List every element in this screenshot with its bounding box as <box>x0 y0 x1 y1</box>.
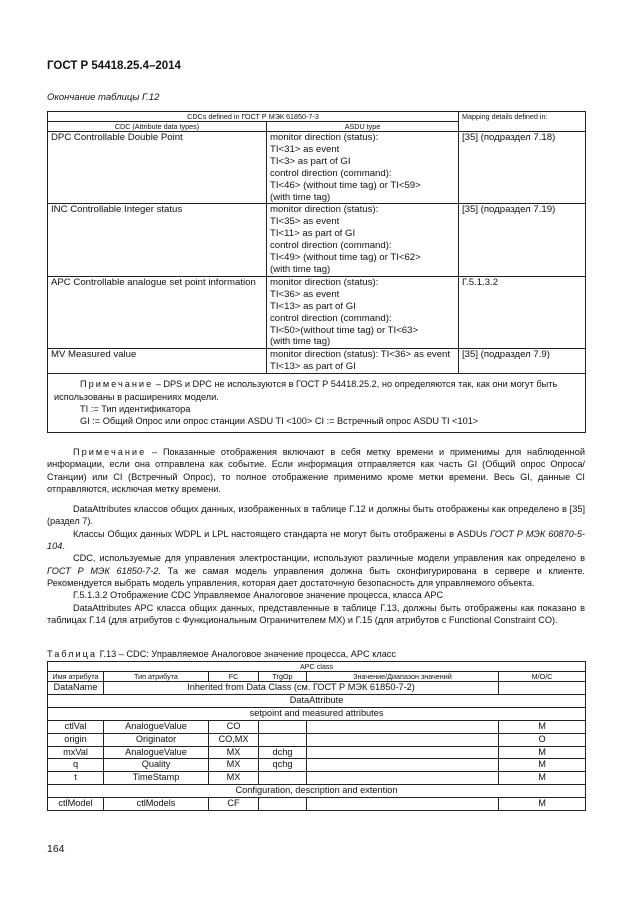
attribute-trgop <box>259 733 307 746</box>
attribute-fc: CF <box>209 798 259 811</box>
asdu-line: control direction (command): <box>270 167 392 179</box>
caption-text: Г.13 – CDC: Управляемое Аналоговое значение процесса, APC класс <box>97 649 396 659</box>
body-text <box>47 446 585 626</box>
attribute-range <box>307 759 499 772</box>
attribute-fc: MX <box>209 772 259 785</box>
document-header: ГОСТ Р 54418.25.4–2014 <box>47 60 181 72</box>
cdc-cell: MV Measured value <box>48 349 267 374</box>
asdu-line: TI<11> as part of GI <box>270 228 356 240</box>
header-mapping-details: Mapping details defined in: <box>459 112 586 132</box>
standard-reference: ГОСТ Р МЭК 60870-5-104 <box>47 528 585 552</box>
attribute-type: TimeStamp <box>104 772 209 785</box>
attribute-type: AnalogueValue <box>104 720 209 733</box>
asdu-line: TI<3> as part of GI <box>270 155 351 167</box>
attribute-fc: MX <box>209 759 259 772</box>
empty-cell <box>499 682 586 695</box>
paragraph <box>47 528 585 553</box>
standard-reference: ГОСТ Р МЭК 61850-7-2 <box>47 565 159 576</box>
apc-class-table <box>47 661 586 811</box>
table-row <box>48 720 586 733</box>
attribute-name: ctlVal <box>48 720 104 733</box>
table-row <box>48 772 586 785</box>
body-note <box>47 446 585 495</box>
section-row: setpoint and measured attributes <box>48 707 586 720</box>
header-cdc-attribute-types: CDC (Attribute data types) <box>48 122 267 132</box>
table-row <box>48 746 586 759</box>
asdu-line: TI<13> as part of GI <box>270 300 356 312</box>
section-row: DataAttribute <box>48 694 586 707</box>
page-number: 164 <box>47 843 65 855</box>
attribute-moc: M <box>499 746 586 759</box>
paragraph: DataAttributes классов общих данных, изображенных в таблице Г.12 и должны быть отображены как определено в [35] (раздел 7). <box>47 504 585 527</box>
asdu-line: monitor direction (status): <box>270 204 379 216</box>
attribute-moc: M <box>499 759 586 772</box>
asdu-cell <box>267 349 459 374</box>
table-row <box>48 759 586 772</box>
note-line: GI := Общий Опрос или опрос станции ASDU TI <100> CI := Встречный опрос ASDU TI <101> <box>80 416 479 427</box>
table-note <box>48 374 586 433</box>
attribute-name: q <box>48 759 104 772</box>
table-row <box>48 204 586 276</box>
mapping-table <box>47 111 586 433</box>
table-caption <box>47 649 396 659</box>
mapping-cell: [35] (подраздел 7.19) <box>459 204 586 276</box>
paragraph <box>47 552 585 589</box>
attribute-range <box>307 746 499 759</box>
attribute-type: ctlModels <box>104 798 209 811</box>
note-label: Примечание <box>73 447 147 457</box>
attribute-range <box>307 798 499 811</box>
asdu-line: TI<50>(without time tag) or TI<63> <box>270 324 419 336</box>
asdu-line: TI<31> as event <box>270 143 340 155</box>
attribute-range <box>307 772 499 785</box>
asdu-line: TI<49> (without time tag) or TI<62> <box>270 252 421 264</box>
section-heading: Г.5.1.3.2 Отображение CDC Управляемое Аналоговое значение процесса, класса APC <box>73 590 444 601</box>
table-row <box>48 276 586 348</box>
note-text: – Показанные отображения включают в себя метку времени и применимы для наблюденной информации, если она отправлена как событие. Если информация отправляется как часть GI (Общий опрос Опроса/Станции) или CI (Встречный Опрос), то полное отображение применимо кроме метки времени. Весь GI, данные CI отправляются, исключая метку времени. <box>47 447 585 494</box>
attribute-type: Quality <box>104 759 209 772</box>
attribute-trgop <box>259 772 307 785</box>
attribute-moc: M <box>499 798 586 811</box>
attribute-type: Originator <box>104 733 209 746</box>
paragraph-text: CDC, используемые для управления электростанции, используют различные модели управления как определено в <box>73 553 585 564</box>
cdc-cell: APC Controllable analogue set point information <box>48 276 267 348</box>
cdc-cell: DPC Controllable Double Point <box>48 132 267 204</box>
asdu-cell <box>267 132 459 204</box>
attribute-trgop: qchg <box>259 759 307 772</box>
table-row <box>48 798 586 811</box>
table-row <box>48 733 586 746</box>
asdu-line: TI<35> as event <box>270 216 340 228</box>
asdu-line: control direction (command): <box>270 240 392 252</box>
dataname-value: Inherited from Data Class (см. ГОСТ Р МЭК 61850-7-2) <box>104 682 499 695</box>
paragraph-text: . Та же самая модель управления должна быть сконфигурирована в сервере и клиенте. Рекомендуется выбрать модель управления, которая дает достаточную безопасность для управляемого объекта. <box>47 565 585 588</box>
paragraph: DataAttributes APC класса общих данных, представленные в таблице Г.13, должны быть отображены как показано в таблицах Г.14 (для атрибутов с Функциональным Ограничителем MX) и Г.15 (для атрибутов с Functional Constraint CO). <box>47 602 585 625</box>
asdu-line: TI<46> (without time tag) or TI<59> <box>270 179 421 191</box>
attribute-moc: M <box>499 720 586 733</box>
header-value-range: Значение/Диапазон значений <box>307 672 499 682</box>
asdu-cell <box>267 276 459 348</box>
header-attribute-name: Имя атрибута <box>48 672 104 682</box>
header-moc: M/O/C <box>499 672 586 682</box>
caption-label: Таблица <box>47 649 98 659</box>
note-label: Примечание <box>80 379 154 390</box>
header-trgop: TrgOp <box>259 672 307 682</box>
asdu-line: TI<36> as event <box>270 288 340 300</box>
table-row <box>48 349 586 374</box>
attribute-moc: O <box>499 733 586 746</box>
paragraph-text: Классы Общих данных WDPL и LPL настоящего стандарта не могут быть отображены в ASDUs <box>73 528 491 539</box>
cdc-cell: INC Controllable Integer status <box>48 204 267 276</box>
asdu-line: monitor direction (status): <box>270 276 379 288</box>
header-attribute-type: Тип атрибута <box>104 672 209 682</box>
asdu-line: (with time tag) <box>270 191 331 203</box>
dataname-label: DataName <box>48 682 104 695</box>
asdu-line: monitor direction (status): TI<36> as event <box>270 349 451 361</box>
attribute-fc: CO,MX <box>209 733 259 746</box>
attribute-moc: M <box>499 772 586 785</box>
attribute-name: mxVal <box>48 746 104 759</box>
asdu-line: monitor direction (status): <box>270 132 379 143</box>
asdu-cell <box>267 204 459 276</box>
attribute-fc: CO <box>209 720 259 733</box>
section-row: Configuration, description and extention <box>48 785 586 798</box>
asdu-line: TI<13> as part of GI <box>270 361 356 373</box>
attribute-type: AnalogueValue <box>104 746 209 759</box>
table-row <box>48 132 586 204</box>
mapping-cell: Г.5.1.3.2 <box>459 276 586 348</box>
class-title: APC class <box>48 662 586 672</box>
attribute-trgop: dchg <box>259 746 307 759</box>
attribute-name: t <box>48 772 104 785</box>
attribute-range <box>307 733 499 746</box>
paragraph-text: . <box>62 541 65 552</box>
note-line: TI := Тип идентификатора <box>80 403 191 414</box>
table-row <box>48 682 586 695</box>
note-text: – DPS и DPC не используются в ГОСТ Р 54418.25.2, но определяются так, как они могут быть использованы в расширениях модели. <box>54 379 558 402</box>
table-continuation-caption: Окончание таблицы Г.12 <box>47 92 160 103</box>
header-cdcs-defined: CDCs defined in ГОСТ Р МЭК 61850-7-3 <box>48 112 459 122</box>
mapping-cell: [35] (подраздел 7.18) <box>459 132 586 204</box>
attribute-name: ctlModel <box>48 798 104 811</box>
header-fc: FC <box>209 672 259 682</box>
asdu-line: (with time tag) <box>270 336 331 348</box>
attribute-range <box>307 720 499 733</box>
attribute-fc: MX <box>209 746 259 759</box>
header-asdu-type: ASDU type <box>267 122 459 132</box>
attribute-name: origin <box>48 733 104 746</box>
attribute-trgop <box>259 720 307 733</box>
mapping-cell: [35] (подраздел 7.9) <box>459 349 586 374</box>
attribute-trgop <box>259 798 307 811</box>
asdu-line: control direction (command): <box>270 312 392 324</box>
asdu-line: (with time tag) <box>270 263 331 275</box>
